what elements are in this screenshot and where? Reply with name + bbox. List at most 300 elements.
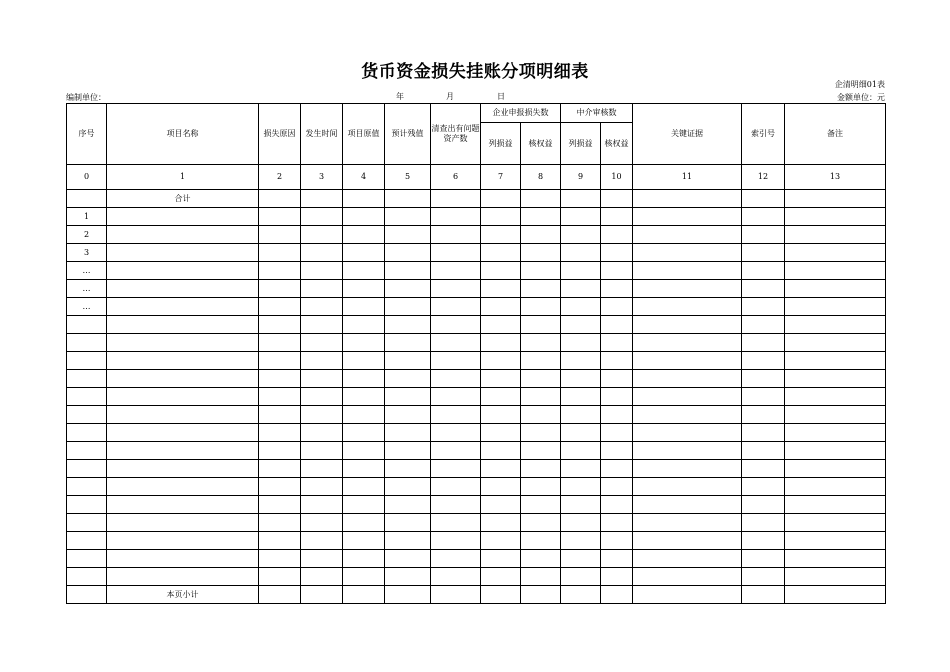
table-cell[interactable] bbox=[301, 478, 343, 496]
table-cell[interactable] bbox=[107, 352, 259, 370]
table-cell[interactable] bbox=[481, 442, 521, 460]
subtotal-cell[interactable] bbox=[259, 586, 301, 604]
subtotal-cell[interactable] bbox=[481, 586, 521, 604]
table-cell[interactable] bbox=[259, 370, 301, 388]
table-cell[interactable] bbox=[481, 568, 521, 586]
table-cell[interactable] bbox=[481, 424, 521, 442]
table-cell[interactable] bbox=[259, 388, 301, 406]
table-cell[interactable] bbox=[343, 244, 385, 262]
table-cell[interactable] bbox=[259, 208, 301, 226]
table-cell[interactable] bbox=[742, 478, 785, 496]
table-cell[interactable] bbox=[785, 460, 886, 478]
table-cell[interactable] bbox=[742, 370, 785, 388]
table-cell[interactable] bbox=[481, 352, 521, 370]
table-cell[interactable] bbox=[521, 316, 561, 334]
table-cell[interactable] bbox=[343, 334, 385, 352]
total-cell[interactable] bbox=[742, 190, 785, 208]
table-cell[interactable] bbox=[343, 226, 385, 244]
table-cell[interactable] bbox=[301, 226, 343, 244]
table-cell[interactable] bbox=[785, 370, 886, 388]
table-cell[interactable] bbox=[742, 388, 785, 406]
table-cell[interactable] bbox=[343, 370, 385, 388]
table-cell[interactable] bbox=[431, 550, 481, 568]
table-cell[interactable] bbox=[742, 262, 785, 280]
table-cell[interactable] bbox=[343, 208, 385, 226]
table-cell[interactable] bbox=[633, 262, 742, 280]
table-cell[interactable] bbox=[301, 316, 343, 334]
table-cell[interactable] bbox=[259, 262, 301, 280]
table-cell[interactable] bbox=[742, 442, 785, 460]
table-cell[interactable] bbox=[385, 478, 431, 496]
table-cell[interactable] bbox=[785, 532, 886, 550]
table-cell[interactable] bbox=[107, 514, 259, 532]
table-cell[interactable] bbox=[601, 532, 633, 550]
table-cell[interactable] bbox=[561, 298, 601, 316]
table-cell[interactable] bbox=[343, 406, 385, 424]
table-cell[interactable] bbox=[633, 388, 742, 406]
table-cell[interactable] bbox=[107, 298, 259, 316]
table-cell[interactable] bbox=[601, 298, 633, 316]
subtotal-cell[interactable] bbox=[67, 586, 107, 604]
table-cell[interactable] bbox=[385, 316, 431, 334]
table-cell[interactable] bbox=[561, 208, 601, 226]
table-cell[interactable] bbox=[385, 442, 431, 460]
table-cell[interactable] bbox=[481, 316, 521, 334]
table-cell[interactable] bbox=[521, 298, 561, 316]
table-cell[interactable] bbox=[301, 406, 343, 424]
table-cell[interactable] bbox=[385, 262, 431, 280]
table-cell[interactable] bbox=[785, 424, 886, 442]
table-cell[interactable] bbox=[431, 388, 481, 406]
table-cell[interactable] bbox=[301, 550, 343, 568]
table-cell[interactable] bbox=[259, 226, 301, 244]
table-cell[interactable] bbox=[521, 496, 561, 514]
table-cell[interactable] bbox=[107, 226, 259, 244]
table-cell[interactable] bbox=[633, 316, 742, 334]
table-cell[interactable] bbox=[301, 334, 343, 352]
table-cell[interactable] bbox=[343, 352, 385, 370]
table-cell[interactable] bbox=[259, 352, 301, 370]
table-cell[interactable] bbox=[481, 514, 521, 532]
table-cell[interactable] bbox=[785, 496, 886, 514]
table-cell[interactable] bbox=[785, 208, 886, 226]
subtotal-cell[interactable] bbox=[561, 586, 601, 604]
table-cell[interactable] bbox=[431, 568, 481, 586]
table-cell[interactable] bbox=[633, 532, 742, 550]
table-cell[interactable] bbox=[633, 478, 742, 496]
table-cell[interactable] bbox=[385, 388, 431, 406]
table-cell[interactable] bbox=[601, 406, 633, 424]
table-cell[interactable] bbox=[107, 568, 259, 586]
table-cell[interactable] bbox=[481, 298, 521, 316]
table-cell[interactable] bbox=[481, 478, 521, 496]
table-cell[interactable] bbox=[431, 334, 481, 352]
subtotal-cell[interactable] bbox=[385, 586, 431, 604]
table-cell[interactable] bbox=[385, 298, 431, 316]
table-cell[interactable] bbox=[742, 334, 785, 352]
table-cell[interactable] bbox=[633, 208, 742, 226]
table-cell[interactable] bbox=[601, 568, 633, 586]
table-cell[interactable] bbox=[601, 244, 633, 262]
table-cell[interactable] bbox=[259, 406, 301, 424]
table-cell[interactable] bbox=[633, 514, 742, 532]
table-cell[interactable] bbox=[301, 352, 343, 370]
table-cell[interactable] bbox=[259, 532, 301, 550]
table-cell[interactable] bbox=[385, 370, 431, 388]
table-cell[interactable] bbox=[385, 424, 431, 442]
table-cell[interactable] bbox=[633, 298, 742, 316]
table-cell[interactable] bbox=[561, 280, 601, 298]
table-cell[interactable] bbox=[431, 532, 481, 550]
total-cell[interactable] bbox=[481, 190, 521, 208]
table-cell[interactable] bbox=[385, 352, 431, 370]
table-cell[interactable] bbox=[107, 280, 259, 298]
table-cell[interactable] bbox=[301, 460, 343, 478]
table-cell[interactable] bbox=[742, 460, 785, 478]
table-cell[interactable] bbox=[521, 388, 561, 406]
table-cell[interactable] bbox=[107, 208, 259, 226]
table-cell[interactable] bbox=[742, 496, 785, 514]
table-cell[interactable] bbox=[601, 334, 633, 352]
table-cell[interactable] bbox=[633, 568, 742, 586]
total-cell[interactable] bbox=[561, 190, 601, 208]
table-cell[interactable] bbox=[785, 280, 886, 298]
table-cell[interactable] bbox=[431, 370, 481, 388]
table-cell[interactable] bbox=[633, 424, 742, 442]
table-cell[interactable] bbox=[633, 460, 742, 478]
table-cell[interactable] bbox=[785, 352, 886, 370]
table-cell[interactable] bbox=[431, 208, 481, 226]
table-cell[interactable] bbox=[742, 316, 785, 334]
table-cell[interactable] bbox=[601, 478, 633, 496]
table-cell[interactable] bbox=[259, 298, 301, 316]
table-cell[interactable] bbox=[521, 226, 561, 244]
table-cell[interactable] bbox=[259, 334, 301, 352]
table-cell[interactable] bbox=[601, 550, 633, 568]
table-cell[interactable] bbox=[343, 478, 385, 496]
table-cell[interactable] bbox=[601, 352, 633, 370]
table-cell[interactable] bbox=[785, 226, 886, 244]
subtotal-cell[interactable] bbox=[301, 586, 343, 604]
table-cell[interactable] bbox=[431, 424, 481, 442]
table-cell[interactable] bbox=[107, 442, 259, 460]
table-cell[interactable] bbox=[431, 460, 481, 478]
table-cell[interactable] bbox=[521, 424, 561, 442]
table-cell[interactable] bbox=[633, 334, 742, 352]
table-cell[interactable] bbox=[343, 280, 385, 298]
row-seq-cell bbox=[67, 442, 107, 460]
table-cell[interactable] bbox=[481, 370, 521, 388]
table-cell[interactable] bbox=[633, 244, 742, 262]
table-cell[interactable] bbox=[601, 370, 633, 388]
table-cell[interactable] bbox=[785, 316, 886, 334]
total-cell[interactable] bbox=[431, 190, 481, 208]
table-cell[interactable] bbox=[385, 568, 431, 586]
table-cell[interactable] bbox=[633, 406, 742, 424]
table-cell[interactable] bbox=[481, 262, 521, 280]
subtotal-cell[interactable] bbox=[431, 586, 481, 604]
table-cell[interactable] bbox=[561, 226, 601, 244]
table-cell[interactable] bbox=[343, 496, 385, 514]
table-cell[interactable] bbox=[301, 442, 343, 460]
table-cell[interactable] bbox=[107, 550, 259, 568]
table-cell[interactable] bbox=[601, 208, 633, 226]
table-cell[interactable] bbox=[343, 298, 385, 316]
table-cell[interactable] bbox=[521, 352, 561, 370]
table-cell[interactable] bbox=[343, 532, 385, 550]
table-cell[interactable] bbox=[601, 496, 633, 514]
table-cell[interactable] bbox=[521, 370, 561, 388]
table-cell[interactable] bbox=[633, 370, 742, 388]
table-cell[interactable] bbox=[742, 244, 785, 262]
table-cell[interactable] bbox=[742, 514, 785, 532]
table-cell[interactable] bbox=[521, 442, 561, 460]
table-cell[interactable] bbox=[301, 496, 343, 514]
table-cell[interactable] bbox=[742, 532, 785, 550]
subtotal-cell[interactable] bbox=[343, 586, 385, 604]
table-cell[interactable] bbox=[561, 460, 601, 478]
table-cell[interactable] bbox=[521, 532, 561, 550]
table-cell[interactable] bbox=[259, 514, 301, 532]
total-cell[interactable] bbox=[785, 190, 886, 208]
table-cell[interactable] bbox=[431, 316, 481, 334]
table-cell[interactable] bbox=[521, 280, 561, 298]
table-cell[interactable] bbox=[431, 262, 481, 280]
table-cell[interactable] bbox=[343, 316, 385, 334]
table-cell[interactable] bbox=[521, 334, 561, 352]
total-seq-cell[interactable] bbox=[67, 190, 107, 208]
table-cell[interactable] bbox=[107, 460, 259, 478]
table-cell[interactable] bbox=[521, 262, 561, 280]
table-cell[interactable] bbox=[561, 406, 601, 424]
table-cell[interactable] bbox=[259, 244, 301, 262]
table-cell[interactable] bbox=[431, 496, 481, 514]
subtotal-cell[interactable] bbox=[601, 586, 633, 604]
table-cell[interactable] bbox=[561, 262, 601, 280]
table-cell[interactable] bbox=[561, 424, 601, 442]
total-cell[interactable] bbox=[521, 190, 561, 208]
table-cell[interactable] bbox=[561, 244, 601, 262]
table-cell[interactable] bbox=[481, 208, 521, 226]
table-cell[interactable] bbox=[259, 496, 301, 514]
table-cell[interactable] bbox=[343, 262, 385, 280]
table-cell[interactable] bbox=[259, 460, 301, 478]
table-cell[interactable] bbox=[601, 514, 633, 532]
table-cell[interactable] bbox=[107, 496, 259, 514]
table-cell[interactable] bbox=[343, 388, 385, 406]
table-cell[interactable] bbox=[561, 496, 601, 514]
table-cell[interactable] bbox=[521, 460, 561, 478]
total-cell[interactable] bbox=[633, 190, 742, 208]
table-cell[interactable] bbox=[561, 388, 601, 406]
table-cell[interactable] bbox=[431, 244, 481, 262]
table-cell[interactable] bbox=[301, 280, 343, 298]
table-cell[interactable] bbox=[107, 262, 259, 280]
table-cell[interactable] bbox=[633, 352, 742, 370]
table-cell[interactable] bbox=[521, 568, 561, 586]
table-cell[interactable] bbox=[601, 226, 633, 244]
table-cell[interactable] bbox=[561, 442, 601, 460]
table-cell[interactable] bbox=[301, 532, 343, 550]
table-cell[interactable] bbox=[107, 406, 259, 424]
table-cell[interactable] bbox=[385, 514, 431, 532]
table-cell[interactable] bbox=[561, 370, 601, 388]
table-cell[interactable] bbox=[259, 568, 301, 586]
table-cell[interactable] bbox=[385, 460, 431, 478]
table-cell[interactable] bbox=[521, 478, 561, 496]
table-cell[interactable] bbox=[301, 370, 343, 388]
table-cell[interactable] bbox=[343, 514, 385, 532]
table-cell[interactable] bbox=[742, 568, 785, 586]
subtotal-cell[interactable] bbox=[742, 586, 785, 604]
table-cell[interactable] bbox=[742, 424, 785, 442]
table-cell[interactable] bbox=[481, 244, 521, 262]
table-cell[interactable] bbox=[742, 208, 785, 226]
table-cell[interactable] bbox=[601, 442, 633, 460]
table-cell[interactable] bbox=[107, 388, 259, 406]
table-cell[interactable] bbox=[481, 460, 521, 478]
table-cell[interactable] bbox=[431, 442, 481, 460]
table-cell[interactable] bbox=[785, 442, 886, 460]
table-cell[interactable] bbox=[561, 334, 601, 352]
table-cell[interactable] bbox=[561, 478, 601, 496]
table-cell[interactable] bbox=[481, 226, 521, 244]
total-cell[interactable] bbox=[601, 190, 633, 208]
table-cell[interactable] bbox=[633, 496, 742, 514]
table-cell[interactable] bbox=[481, 406, 521, 424]
table-cell[interactable] bbox=[301, 388, 343, 406]
table-cell[interactable] bbox=[107, 370, 259, 388]
table-cell[interactable] bbox=[385, 406, 431, 424]
table-cell[interactable] bbox=[259, 550, 301, 568]
table-cell[interactable] bbox=[785, 514, 886, 532]
table-cell[interactable] bbox=[343, 460, 385, 478]
table-cell[interactable] bbox=[561, 568, 601, 586]
table-cell[interactable] bbox=[301, 514, 343, 532]
table-cell[interactable] bbox=[385, 550, 431, 568]
table-cell[interactable] bbox=[385, 496, 431, 514]
table-cell[interactable] bbox=[521, 244, 561, 262]
table-cell[interactable] bbox=[481, 388, 521, 406]
table-cell[interactable] bbox=[259, 442, 301, 460]
table-cell[interactable] bbox=[633, 442, 742, 460]
table-cell[interactable] bbox=[561, 550, 601, 568]
table-cell[interactable] bbox=[521, 514, 561, 532]
table-cell[interactable] bbox=[742, 352, 785, 370]
table-cell[interactable] bbox=[481, 496, 521, 514]
table-cell[interactable] bbox=[742, 226, 785, 244]
table-cell[interactable] bbox=[431, 352, 481, 370]
table-cell[interactable] bbox=[742, 298, 785, 316]
table-cell[interactable] bbox=[385, 334, 431, 352]
table-cell[interactable] bbox=[385, 244, 431, 262]
table-cell[interactable] bbox=[431, 280, 481, 298]
table-cell[interactable] bbox=[633, 226, 742, 244]
table-cell[interactable] bbox=[785, 406, 886, 424]
table-cell[interactable] bbox=[561, 352, 601, 370]
table-cell[interactable] bbox=[601, 316, 633, 334]
table-cell[interactable] bbox=[107, 478, 259, 496]
table-cell[interactable] bbox=[633, 280, 742, 298]
table-cell[interactable] bbox=[431, 514, 481, 532]
table-cell[interactable] bbox=[481, 550, 521, 568]
table-cell[interactable] bbox=[601, 280, 633, 298]
table-cell[interactable] bbox=[431, 478, 481, 496]
table-cell[interactable] bbox=[521, 406, 561, 424]
table-cell[interactable] bbox=[785, 298, 886, 316]
subtotal-cell[interactable] bbox=[633, 586, 742, 604]
subtotal-cell[interactable] bbox=[521, 586, 561, 604]
table-cell[interactable] bbox=[259, 280, 301, 298]
table-cell[interactable] bbox=[107, 316, 259, 334]
table-cell[interactable] bbox=[785, 550, 886, 568]
table-cell[interactable] bbox=[561, 316, 601, 334]
total-cell[interactable] bbox=[301, 190, 343, 208]
table-cell[interactable] bbox=[742, 280, 785, 298]
table-cell[interactable] bbox=[385, 208, 431, 226]
table-cell[interactable] bbox=[481, 532, 521, 550]
table-cell[interactable] bbox=[343, 442, 385, 460]
table-cell[interactable] bbox=[521, 208, 561, 226]
table-cell[interactable] bbox=[601, 424, 633, 442]
table-cell[interactable] bbox=[431, 298, 481, 316]
total-cell[interactable] bbox=[385, 190, 431, 208]
table-cell[interactable] bbox=[601, 460, 633, 478]
table-cell[interactable] bbox=[343, 568, 385, 586]
table-cell[interactable] bbox=[107, 244, 259, 262]
table-cell[interactable] bbox=[301, 262, 343, 280]
table-cell[interactable] bbox=[633, 550, 742, 568]
table-cell[interactable] bbox=[385, 532, 431, 550]
table-cell[interactable] bbox=[343, 424, 385, 442]
table-cell[interactable] bbox=[431, 226, 481, 244]
table-cell[interactable] bbox=[785, 334, 886, 352]
table-cell[interactable] bbox=[259, 316, 301, 334]
table-cell[interactable] bbox=[385, 226, 431, 244]
table-cell[interactable] bbox=[431, 406, 481, 424]
total-cell[interactable] bbox=[259, 190, 301, 208]
table-cell[interactable] bbox=[785, 262, 886, 280]
table-cell[interactable] bbox=[785, 568, 886, 586]
table-cell[interactable] bbox=[301, 244, 343, 262]
table-cell[interactable] bbox=[785, 388, 886, 406]
table-cell[interactable] bbox=[301, 424, 343, 442]
table-cell[interactable] bbox=[259, 424, 301, 442]
total-cell[interactable] bbox=[343, 190, 385, 208]
table-cell[interactable] bbox=[301, 568, 343, 586]
table-cell[interactable] bbox=[742, 406, 785, 424]
subtotal-cell[interactable] bbox=[785, 586, 886, 604]
table-cell[interactable] bbox=[301, 298, 343, 316]
table-cell[interactable] bbox=[107, 334, 259, 352]
table-cell[interactable] bbox=[785, 478, 886, 496]
table-cell[interactable] bbox=[601, 388, 633, 406]
table-cell[interactable] bbox=[343, 550, 385, 568]
table-cell[interactable] bbox=[107, 532, 259, 550]
table-cell[interactable] bbox=[561, 514, 601, 532]
table-cell[interactable] bbox=[561, 532, 601, 550]
table-cell[interactable] bbox=[385, 280, 431, 298]
table-cell[interactable] bbox=[107, 424, 259, 442]
table-cell[interactable] bbox=[481, 334, 521, 352]
table-cell[interactable] bbox=[259, 478, 301, 496]
table-cell[interactable] bbox=[301, 208, 343, 226]
table-cell[interactable] bbox=[481, 280, 521, 298]
table-cell[interactable] bbox=[785, 244, 886, 262]
table-cell[interactable] bbox=[742, 550, 785, 568]
table-cell[interactable] bbox=[601, 262, 633, 280]
table-cell[interactable] bbox=[521, 550, 561, 568]
